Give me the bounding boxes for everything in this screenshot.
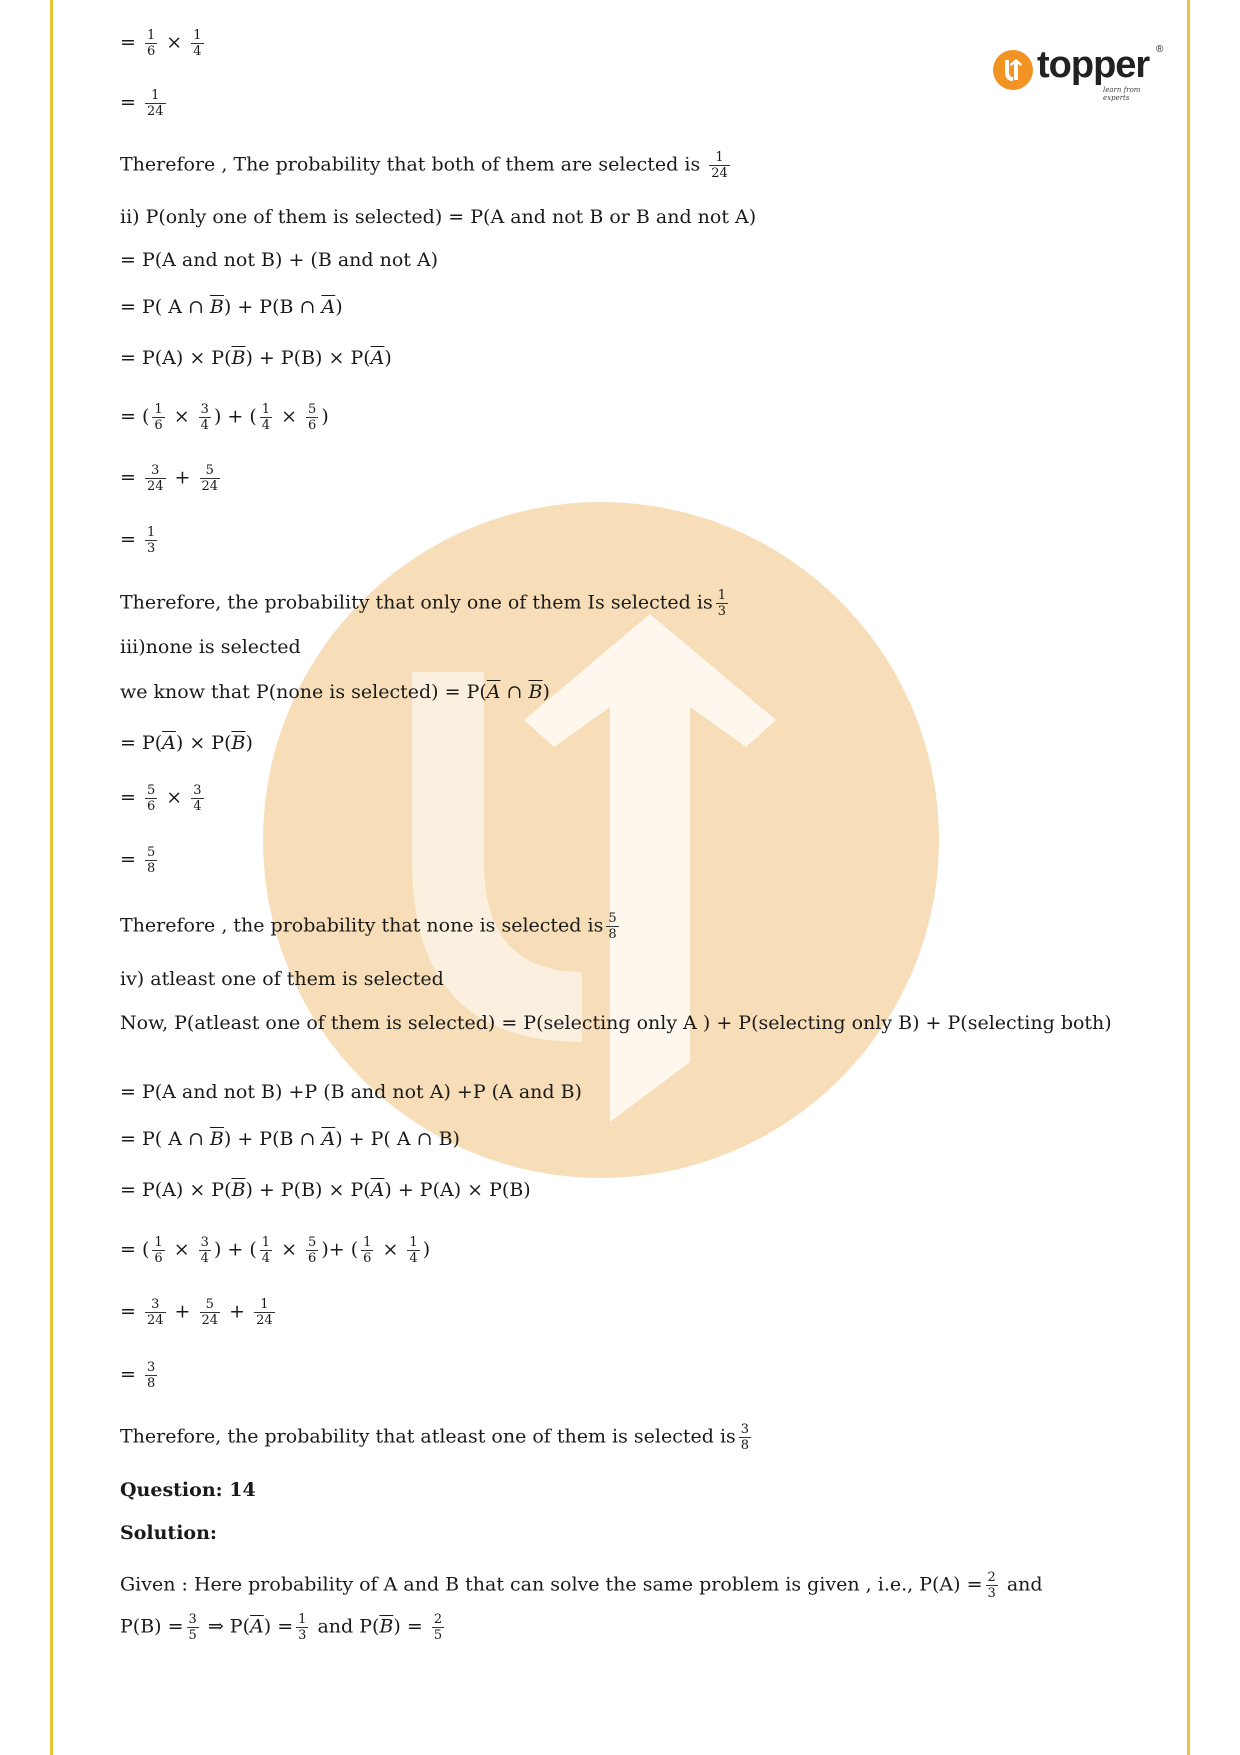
equation-line: = $\frac{3}{24}$ + $\frac{5}{24}$ (120, 463, 219, 494)
fraction: $\frac{5}{6}$ (146, 783, 156, 814)
equation-line: Now, P(atleast one of them is selected) = P(selecting only A ) + P(selecting only B) + P(selecting both) (120, 1012, 1112, 1034)
conclusion-text: Therefore , the probability that none is selected is $\frac{5}{8}$ (120, 911, 617, 942)
equation-line: we know that P(none is selected) = $P(\overline{A}$ ∩ $\overline{B}$) (120, 681, 550, 703)
logo-wordmark: topper (1037, 44, 1150, 86)
part-heading: iv) atleast one of them is selected (120, 968, 444, 990)
fraction: $\frac{5}{24}$ (201, 463, 219, 494)
fraction: $\frac{3}{4}$ (200, 402, 209, 433)
page-border-left (50, 0, 53, 1755)
fraction: $\frac{1}{6}$ (146, 28, 156, 59)
fraction: $\frac{2}{3}$ (987, 1570, 996, 1601)
equation-line: = $\frac{1}{3}$ (120, 525, 156, 556)
part-heading: iii)none is selected (120, 636, 301, 658)
fraction: $\frac{1}{24}$ (711, 150, 728, 181)
equation-line: = ( $\frac{1}{6}$ × $\frac{3}{4}$ ) + ( $\frac{1}{4}$ × $\frac{5}{6}$ ) (120, 402, 329, 433)
question-heading: Question: 14 (120, 1479, 256, 1501)
equation-line: = P(A and not B) + (B and not A) (120, 249, 439, 271)
page-border-right (1187, 0, 1190, 1755)
equation-line: = $\frac{3}{8}$ (120, 1360, 156, 1391)
equation-line: = $P(\overline{A}) \times P(\overline{B})$ (120, 732, 253, 754)
part-heading: ii) P(only one of them is selected) = P(A and not B or B and not A) (120, 206, 757, 228)
solution-heading: Solution: (120, 1522, 217, 1544)
fraction: $\frac{1}{24}$ (146, 88, 164, 119)
fraction: $\frac{1}{24}$ (256, 1297, 273, 1328)
equation-line: = $P(A) \times P(\overline{B}) + P(B) \times P(\overline{A})$ (120, 347, 392, 369)
equation-line: = $\frac{5}{8}$ (120, 845, 156, 876)
conclusion-text: Therefore , The probability that both of them are selected is $\frac{1}{24}$ (120, 150, 728, 181)
equation-line: = $\frac{3}{24}$ + $\frac{5}{24}$ + $\frac{1}{24}$ (120, 1297, 273, 1328)
fraction: $\frac{1}{6}$ (154, 402, 163, 433)
equation-line: = P( A ∩ $\overline{B}) + P(B$ ∩ $\overline{A}) + P$( A ∩ B) (120, 1128, 460, 1150)
equation-line: = P(A and not B) +P (B and not A) +P (A and B) (120, 1081, 582, 1103)
fraction: $\frac{3}{24}$ (146, 463, 164, 494)
fraction: $\frac{3}{8}$ (146, 1360, 156, 1391)
fraction: $\frac{5}{24}$ (201, 1297, 219, 1328)
fraction: $\frac{3}{8}$ (740, 1422, 750, 1453)
topper-logo (993, 44, 1165, 100)
conclusion-text: Therefore, the probability that only one of them Is selected is $\frac{1}{3}$ (120, 588, 726, 619)
fraction: $\frac{1}{6}$ (154, 1235, 163, 1266)
fraction: $\frac{5}{8}$ (608, 911, 617, 942)
given-values: P(B) = $\frac{3}{5}$ ⇒ $P(\overline{A})$ = $\frac{1}{3}$ and $P(\overline{B})$ = $\frac{2}{5}$ (120, 1612, 443, 1643)
equation-line: = $\frac{1}{24}$ (120, 88, 164, 119)
fraction: $\frac{1}{3}$ (298, 1612, 307, 1643)
fraction: $\frac{5}{6}$ (308, 1235, 317, 1266)
fraction: $\frac{1}{4}$ (261, 402, 271, 433)
fraction: $\frac{3}{5}$ (188, 1612, 197, 1643)
equation-line: = ( $\frac{1}{6}$ × $\frac{3}{4}$ ) + ( $\frac{1}{4}$ × $\frac{5}{6}$ )+ ( $\frac{1}{6}$ × $\frac{1}{4}$ ) (120, 1235, 431, 1266)
conclusion-text: Therefore, the probability that atleast one of them is selected is $\frac{3}{8}$ (120, 1422, 750, 1453)
equation-line: = $\frac{1}{6}$ × $\frac{1}{4}$ (120, 28, 202, 59)
logo-registered: ® (1156, 44, 1164, 55)
fraction: $\frac{1}{4}$ (193, 28, 202, 59)
fraction: $\frac{3}{4}$ (193, 783, 202, 814)
fraction: $\frac{1}{3}$ (146, 525, 156, 556)
equation-line: = P( A ∩ $\overline{B}) + P(B$ ∩ $\overline{A}$) (120, 296, 343, 318)
given-text: Given : Here probability of A and B that can solve the same problem is given , i.e., P(A) = $\frac{2}{3}$ and (120, 1570, 1043, 1601)
topper-logo-icon (993, 50, 1033, 90)
fraction: $\frac{1}{4}$ (409, 1235, 418, 1266)
fraction: $\frac{3}{4}$ (200, 1235, 209, 1266)
equation-line: = $P(A) \times P(\overline{B}) + P(B) \times P(\overline{A}) + P(A) \times P(B)$ (120, 1179, 531, 1201)
fraction: $\frac{1}{6}$ (363, 1235, 372, 1266)
fraction: $\frac{5}{8}$ (146, 845, 156, 876)
fraction: $\frac{2}{5}$ (433, 1612, 443, 1643)
fraction: $\frac{5}{6}$ (308, 402, 317, 433)
fraction: $\frac{1}{4}$ (261, 1235, 271, 1266)
fraction: $\frac{3}{24}$ (146, 1297, 164, 1328)
logo-tagline: learn from experts (1103, 86, 1141, 102)
fraction: $\frac{1}{3}$ (717, 588, 726, 619)
equation-line: = $\frac{5}{6}$ × $\frac{3}{4}$ (120, 783, 202, 814)
